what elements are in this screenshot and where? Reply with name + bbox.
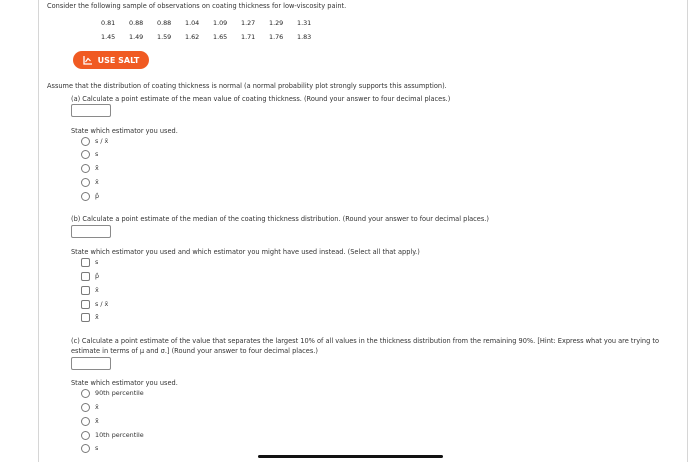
- table-cell: 0.88: [157, 19, 172, 27]
- part-a-option[interactable]: s: [81, 149, 98, 159]
- table-cell: 1.29: [269, 19, 284, 27]
- part-a-option[interactable]: p̂: [81, 191, 99, 201]
- use-salt-button[interactable]: [73, 51, 149, 69]
- table-cell: 1.76: [269, 33, 284, 41]
- table-cell: 1.62: [185, 33, 200, 41]
- part-a-question: (a) Calculate a point estimate of the mean value of coating thickness. (Round your answer to four decimal places.): [71, 95, 451, 103]
- salt-graph-icon: [83, 55, 93, 65]
- part-a-option[interactable]: x̃: [81, 163, 99, 173]
- part-a-answer-input[interactable]: [71, 104, 111, 117]
- part-b-option[interactable]: x̃: [81, 312, 99, 322]
- part-c-estimator-prompt: State which estimator you used.: [71, 379, 178, 387]
- part-c-option[interactable]: 90th percentile: [81, 388, 144, 398]
- assumption-text: Assume that the distribution of coating thickness is normal (a normal probability plot strongly supports this assumption).: [47, 82, 447, 90]
- table-cell: 0.88: [129, 19, 144, 27]
- radio-button[interactable]: [81, 178, 90, 187]
- radio-button[interactable]: [81, 192, 90, 201]
- part-c-question: (c) Calculate a point estimate of the value that separates the largest 10% of all values in the thickness distribution from the remaining 90%. [Hint: Express what you are trying to: [71, 337, 660, 345]
- radio-button[interactable]: [81, 137, 90, 146]
- radio-button[interactable]: [81, 403, 90, 412]
- checkbox[interactable]: [81, 300, 90, 309]
- table-cell: 1.83: [297, 33, 312, 41]
- radio-button[interactable]: [81, 431, 90, 440]
- question-panel: [38, 0, 688, 462]
- part-c-question-continued: estimate in terms of μ and σ.] (Round your answer to four decimal places.): [71, 347, 318, 355]
- radio-button[interactable]: [81, 417, 90, 426]
- table-cell: 1.71: [241, 33, 256, 41]
- checkbox[interactable]: [81, 313, 90, 322]
- table-cell: 1.65: [213, 33, 228, 41]
- checkbox[interactable]: [81, 286, 90, 295]
- part-a-option[interactable]: s / x̄: [81, 136, 108, 146]
- table-cell: 1.45: [101, 33, 116, 41]
- table-cell: 1.49: [129, 33, 144, 41]
- part-a-estimator-prompt: State which estimator you used.: [71, 127, 178, 135]
- part-c-answer-input[interactable]: [71, 357, 111, 370]
- radio-button[interactable]: [81, 389, 90, 398]
- part-b-option[interactable]: s / x̄: [81, 299, 108, 309]
- checkbox[interactable]: [81, 272, 90, 281]
- radio-button[interactable]: [81, 164, 90, 173]
- use-salt-label: USE SALT: [97, 55, 140, 65]
- intro-text: Consider the following sample of observations on coating thickness for low-viscosity paint.: [47, 2, 347, 10]
- table-cell: 1.09: [213, 19, 228, 27]
- part-c-option[interactable]: x̄: [81, 402, 99, 412]
- radio-button[interactable]: [81, 444, 90, 453]
- part-c-option[interactable]: s: [81, 443, 98, 453]
- part-c-option[interactable]: 10th percentile: [81, 430, 144, 440]
- part-b-option[interactable]: p̂: [81, 271, 99, 281]
- part-b-answer-input[interactable]: [71, 225, 111, 238]
- table-cell: 1.31: [297, 19, 312, 27]
- part-a-option[interactable]: x̄: [81, 177, 99, 187]
- part-c-option[interactable]: x̃: [81, 416, 99, 426]
- part-b-estimator-prompt: State which estimator you used and which estimator you might have used instead. (Select all that apply.): [71, 248, 420, 256]
- part-b-question: (b) Calculate a point estimate of the median of the coating thickness distribution. (Round your answer to four decimal places.): [71, 215, 489, 223]
- table-cell: 0.81: [101, 19, 116, 27]
- part-b-option[interactable]: s: [81, 257, 98, 267]
- checkbox[interactable]: [81, 258, 90, 267]
- table-cell: 1.59: [157, 33, 172, 41]
- part-b-option[interactable]: x̄: [81, 285, 99, 295]
- table-cell: 1.27: [241, 19, 256, 27]
- home-indicator-bar[interactable]: [258, 455, 443, 458]
- table-cell: 1.04: [185, 19, 200, 27]
- radio-button[interactable]: [81, 150, 90, 159]
